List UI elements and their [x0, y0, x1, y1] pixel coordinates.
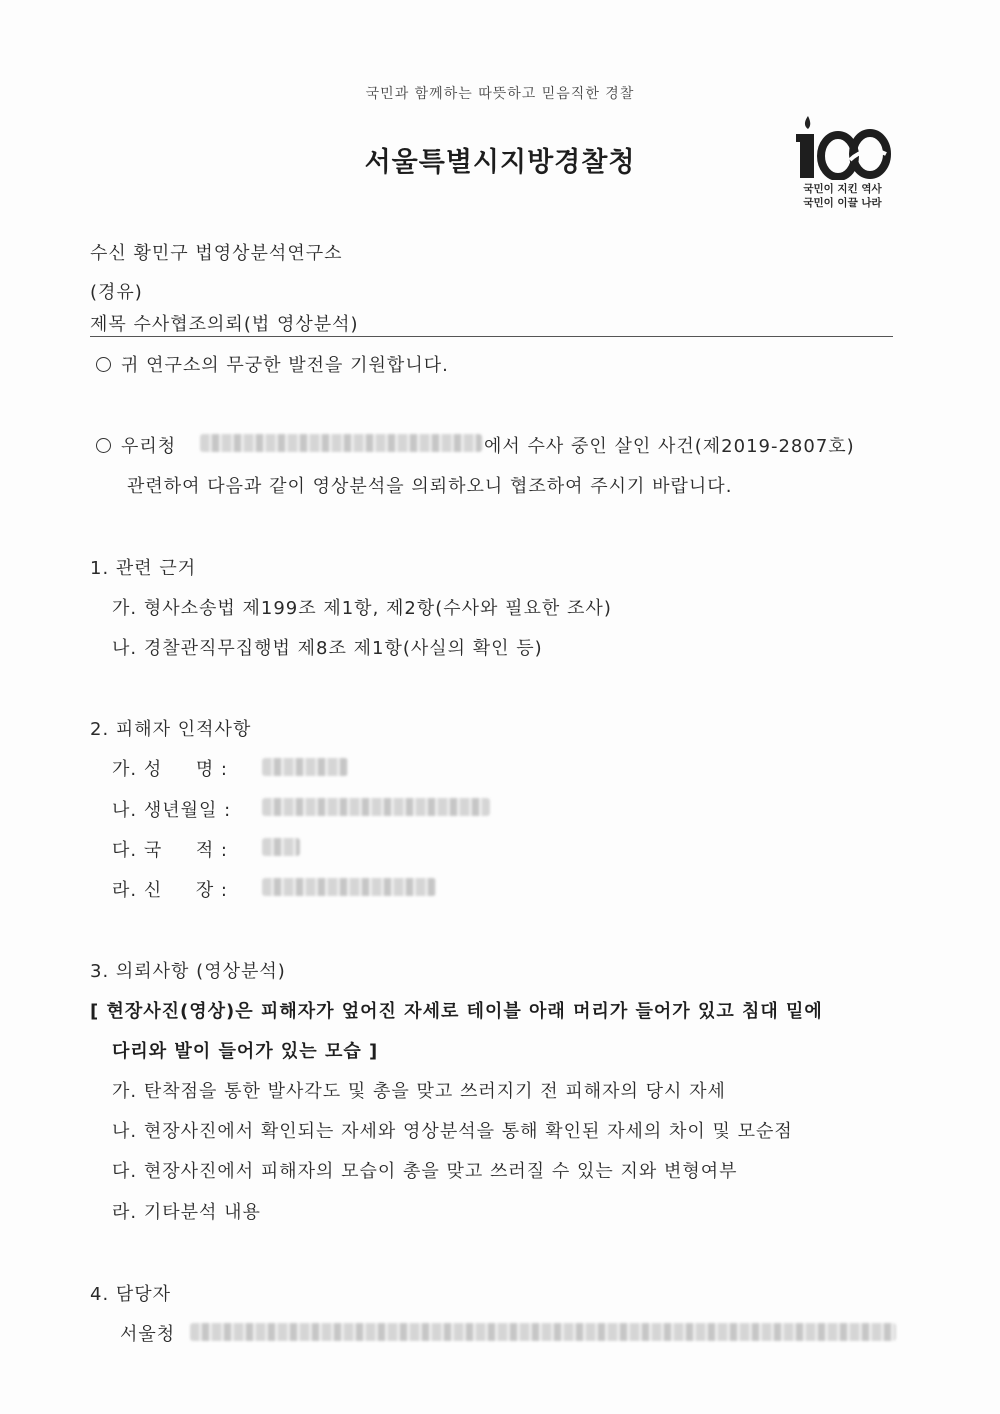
100-emblem-icon [794, 114, 894, 180]
redacted-height [262, 878, 436, 896]
recipient-line: 수신 황민구 법영상분석연구소 [90, 243, 343, 264]
section3-item: 나. 현장사진에서 확인되는 자세와 영상분석을 통해 확인된 자세의 차이 및 모순점 [112, 1121, 793, 1142]
via-line: (경유) [90, 282, 143, 303]
intro-p2-prefix: 우리청 [121, 436, 177, 457]
section3-item: 가. 탄착점을 통한 발사각도 및 총을 맞고 쓰러지기 전 피해자의 당시 자세 [112, 1081, 726, 1102]
redacted-contact [190, 1323, 896, 1341]
victim-birthdate-label: 나. 생년월일 : [112, 800, 232, 821]
redacted-nationality [262, 838, 300, 856]
redacted-name [262, 758, 348, 776]
slogan: 국민과 함께하는 따뜻하고 믿음직한 경찰 [365, 86, 635, 102]
intro-p2-suffix: 에서 수사 중인 살인 사건(제2019-2807호) [484, 436, 855, 457]
anniversary-logo [790, 108, 900, 208]
victim-nationality-label: 다. 국 적 : [112, 840, 229, 861]
section3-heading: 3. 의뢰사항 (영상분석) [90, 961, 286, 982]
victim-name-label: 가. 성 명 : [112, 759, 229, 780]
logo-caption-2: 국민이 이끌 나라 [803, 197, 882, 209]
intro-paragraph-2 [96, 432, 176, 458]
header-divider [90, 336, 893, 337]
redacted-location [200, 434, 482, 452]
victim-height-label: 라. 신 장 : [112, 880, 229, 901]
section1-item: 가. 형사소송법 제199조 제1항, 제2항(수사와 필요한 조사) [112, 598, 612, 619]
intro-p1-text: 귀 연구소의 무궁한 발전을 기원합니다. [121, 355, 449, 376]
section1-item: 나. 경찰관직무집행법 제8조 제1항(사실의 확인 등) [112, 638, 543, 659]
request-description-line2: 다리와 발이 들어가 있는 모습 ] [112, 1041, 379, 1062]
logo-caption-1: 국민이 지킨 역사 [803, 183, 882, 195]
redacted-birthdate [262, 798, 490, 816]
contact-prefix: 서울청 [120, 1324, 176, 1345]
section3-item: 라. 기타분석 내용 [112, 1202, 261, 1223]
section1-heading: 1. 관련 근거 [90, 558, 197, 579]
request-description-line1: [ 현장사진(영상)은 피해자가 엎어진 자세로 테이블 아래 머리가 들어가 있고 침대 밑에 [90, 1001, 823, 1022]
subject-line: 제목 수사협조의뢰(법 영상분석) [90, 314, 359, 335]
bullet-circle-icon [96, 438, 111, 453]
bullet-circle-icon [96, 357, 111, 372]
section2-heading: 2. 피해자 인적사항 [90, 719, 252, 740]
section4-heading: 4. 담당자 [90, 1284, 172, 1305]
organization-title: 서울특별시지방경찰청 [364, 147, 636, 178]
intro-paragraph-1 [96, 351, 449, 377]
intro-p2-line2: 관련하여 다음과 같이 영상분석을 의뢰하오니 협조하여 주시기 바랍니다. [127, 476, 733, 497]
section3-item: 다. 현장사진에서 피해자의 모습이 총을 맞고 쓰러질 수 있는 지와 변형여부 [112, 1161, 738, 1182]
